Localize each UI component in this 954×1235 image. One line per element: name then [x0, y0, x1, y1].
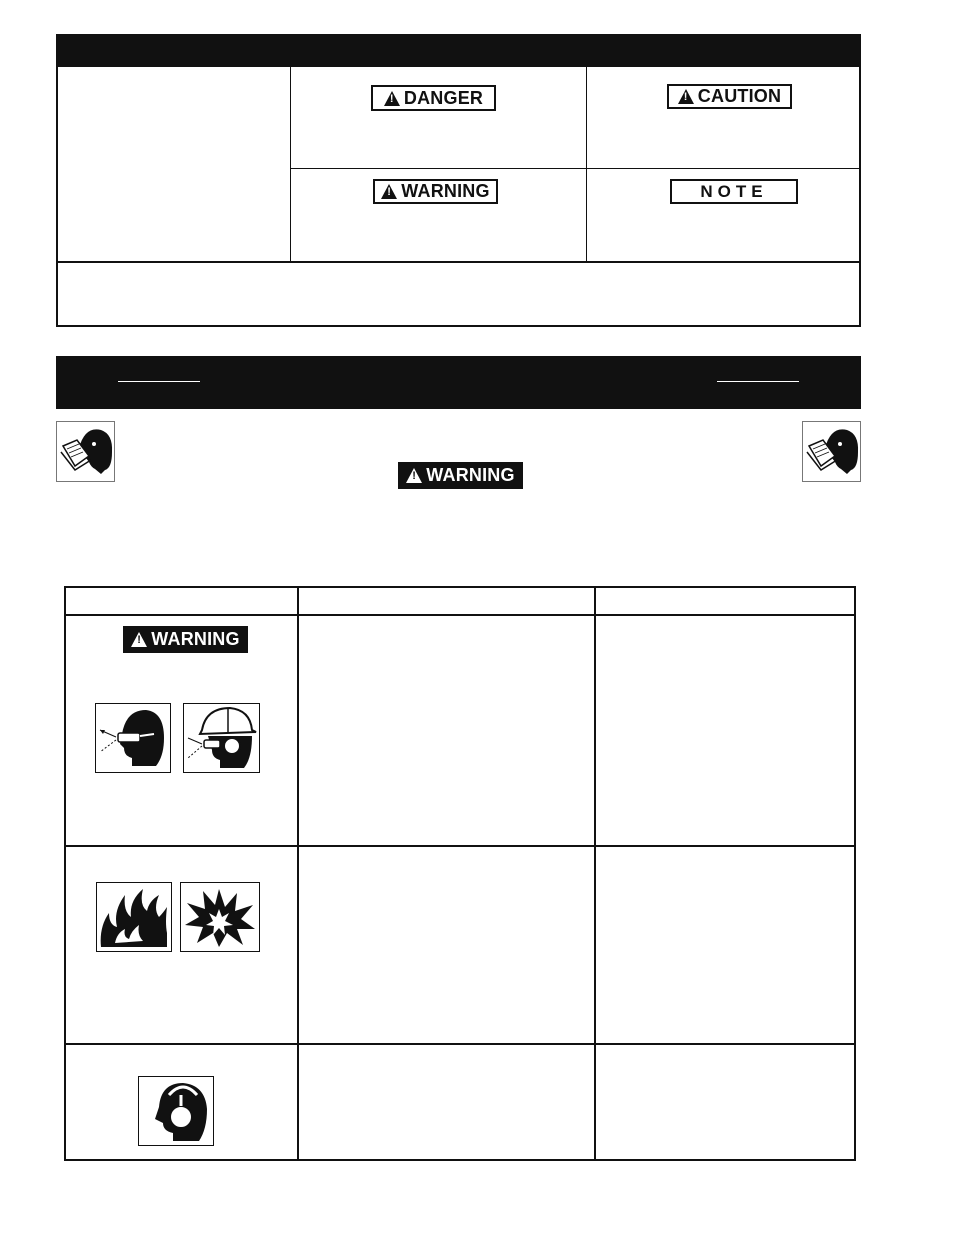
- row-warning-label: [123, 626, 248, 653]
- table-header-divider: [64, 614, 856, 616]
- safety-warning-text: WARNING: [426, 465, 515, 485]
- safety-glasses-icon: [95, 703, 171, 773]
- alert-triangle-icon: [406, 468, 422, 483]
- danger-label: [371, 85, 496, 111]
- alert-triangle-icon: [384, 91, 400, 106]
- definitions-footer-divider: [56, 261, 861, 263]
- header-rule-right: [717, 381, 799, 382]
- caution-label: [667, 84, 792, 109]
- table-col-divider-1: [297, 586, 299, 1161]
- safety-header-bar: [56, 356, 861, 409]
- warning-text: WARNING: [401, 181, 490, 201]
- table-col-divider-2: [594, 586, 596, 1161]
- read-manual-icon: [56, 421, 115, 482]
- definitions-divider-2: [586, 67, 587, 262]
- alert-triangle-icon: [381, 184, 397, 199]
- definitions-header-bar: [56, 34, 861, 67]
- note-text: NOTE: [700, 181, 768, 201]
- table-row-divider-2: [64, 1043, 856, 1045]
- ear-protection-icon: [138, 1076, 214, 1146]
- definitions-divider-1: [290, 67, 291, 262]
- row-warning-text: WARNING: [151, 629, 240, 649]
- note-label: [670, 179, 798, 204]
- explosion-icon: [180, 882, 260, 952]
- caution-text: CAUTION: [697, 86, 782, 106]
- hazard-table: [64, 586, 856, 1161]
- alert-triangle-icon: [678, 89, 694, 104]
- alert-triangle-icon: [131, 632, 147, 647]
- read-manual-icon: [802, 421, 861, 482]
- warning-label: [373, 179, 498, 204]
- safety-warning-label: [398, 462, 523, 489]
- danger-text: DANGER: [403, 87, 484, 108]
- header-rule-left: [118, 381, 200, 382]
- definitions-row-divider: [290, 168, 861, 169]
- table-row-divider-1: [64, 845, 856, 847]
- hard-hat-ear-protection-icon: [183, 703, 260, 773]
- fire-icon: [96, 882, 172, 952]
